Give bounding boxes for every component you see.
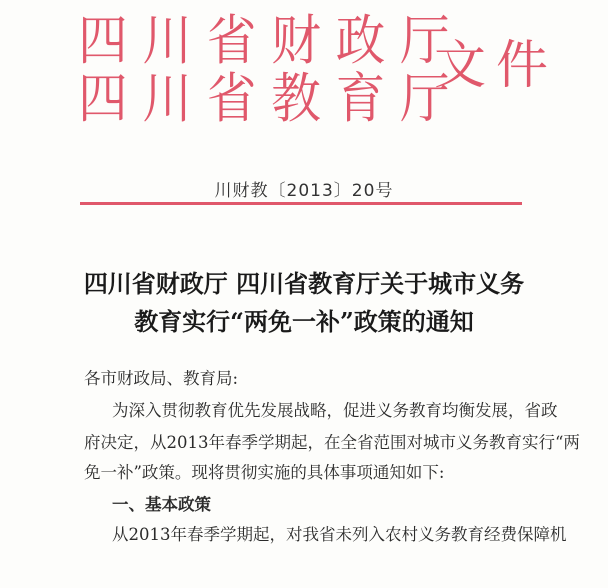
issuer-line-finance: 四川省财政厅 (78, 9, 465, 72)
document-title-line2: 教育实行“两免一补”政策的通知 (134, 307, 474, 336)
paragraph-line: 免一补”政策。现将贯彻实施的具体事项通知如下: (84, 463, 445, 482)
paragraph-line: 府决定，从2013年春季学期起，在全省范围对城市义务教育实行“两 (84, 433, 580, 452)
paragraph-line: 为深入贯彻教育优先发展战略，促进义务教育均衡发展，省政 (112, 401, 558, 420)
issuer-line-education: 四川省教育厅 (78, 67, 465, 130)
document-type-label: 文件 (434, 36, 559, 96)
salutation: 各市财政局、教育局: (84, 369, 239, 388)
paragraph-line: 从2013年春季学期起，对我省未列入农村义务教育经费保障机 (112, 525, 567, 544)
document-title-line1: 四川省财政厅 四川省教育厅关于城市义务 (83, 269, 525, 298)
section-heading: 一、基本政策 (112, 495, 211, 514)
document-number: 川财教〔2013〕20号 (214, 181, 394, 201)
red-divider-line (80, 202, 522, 205)
